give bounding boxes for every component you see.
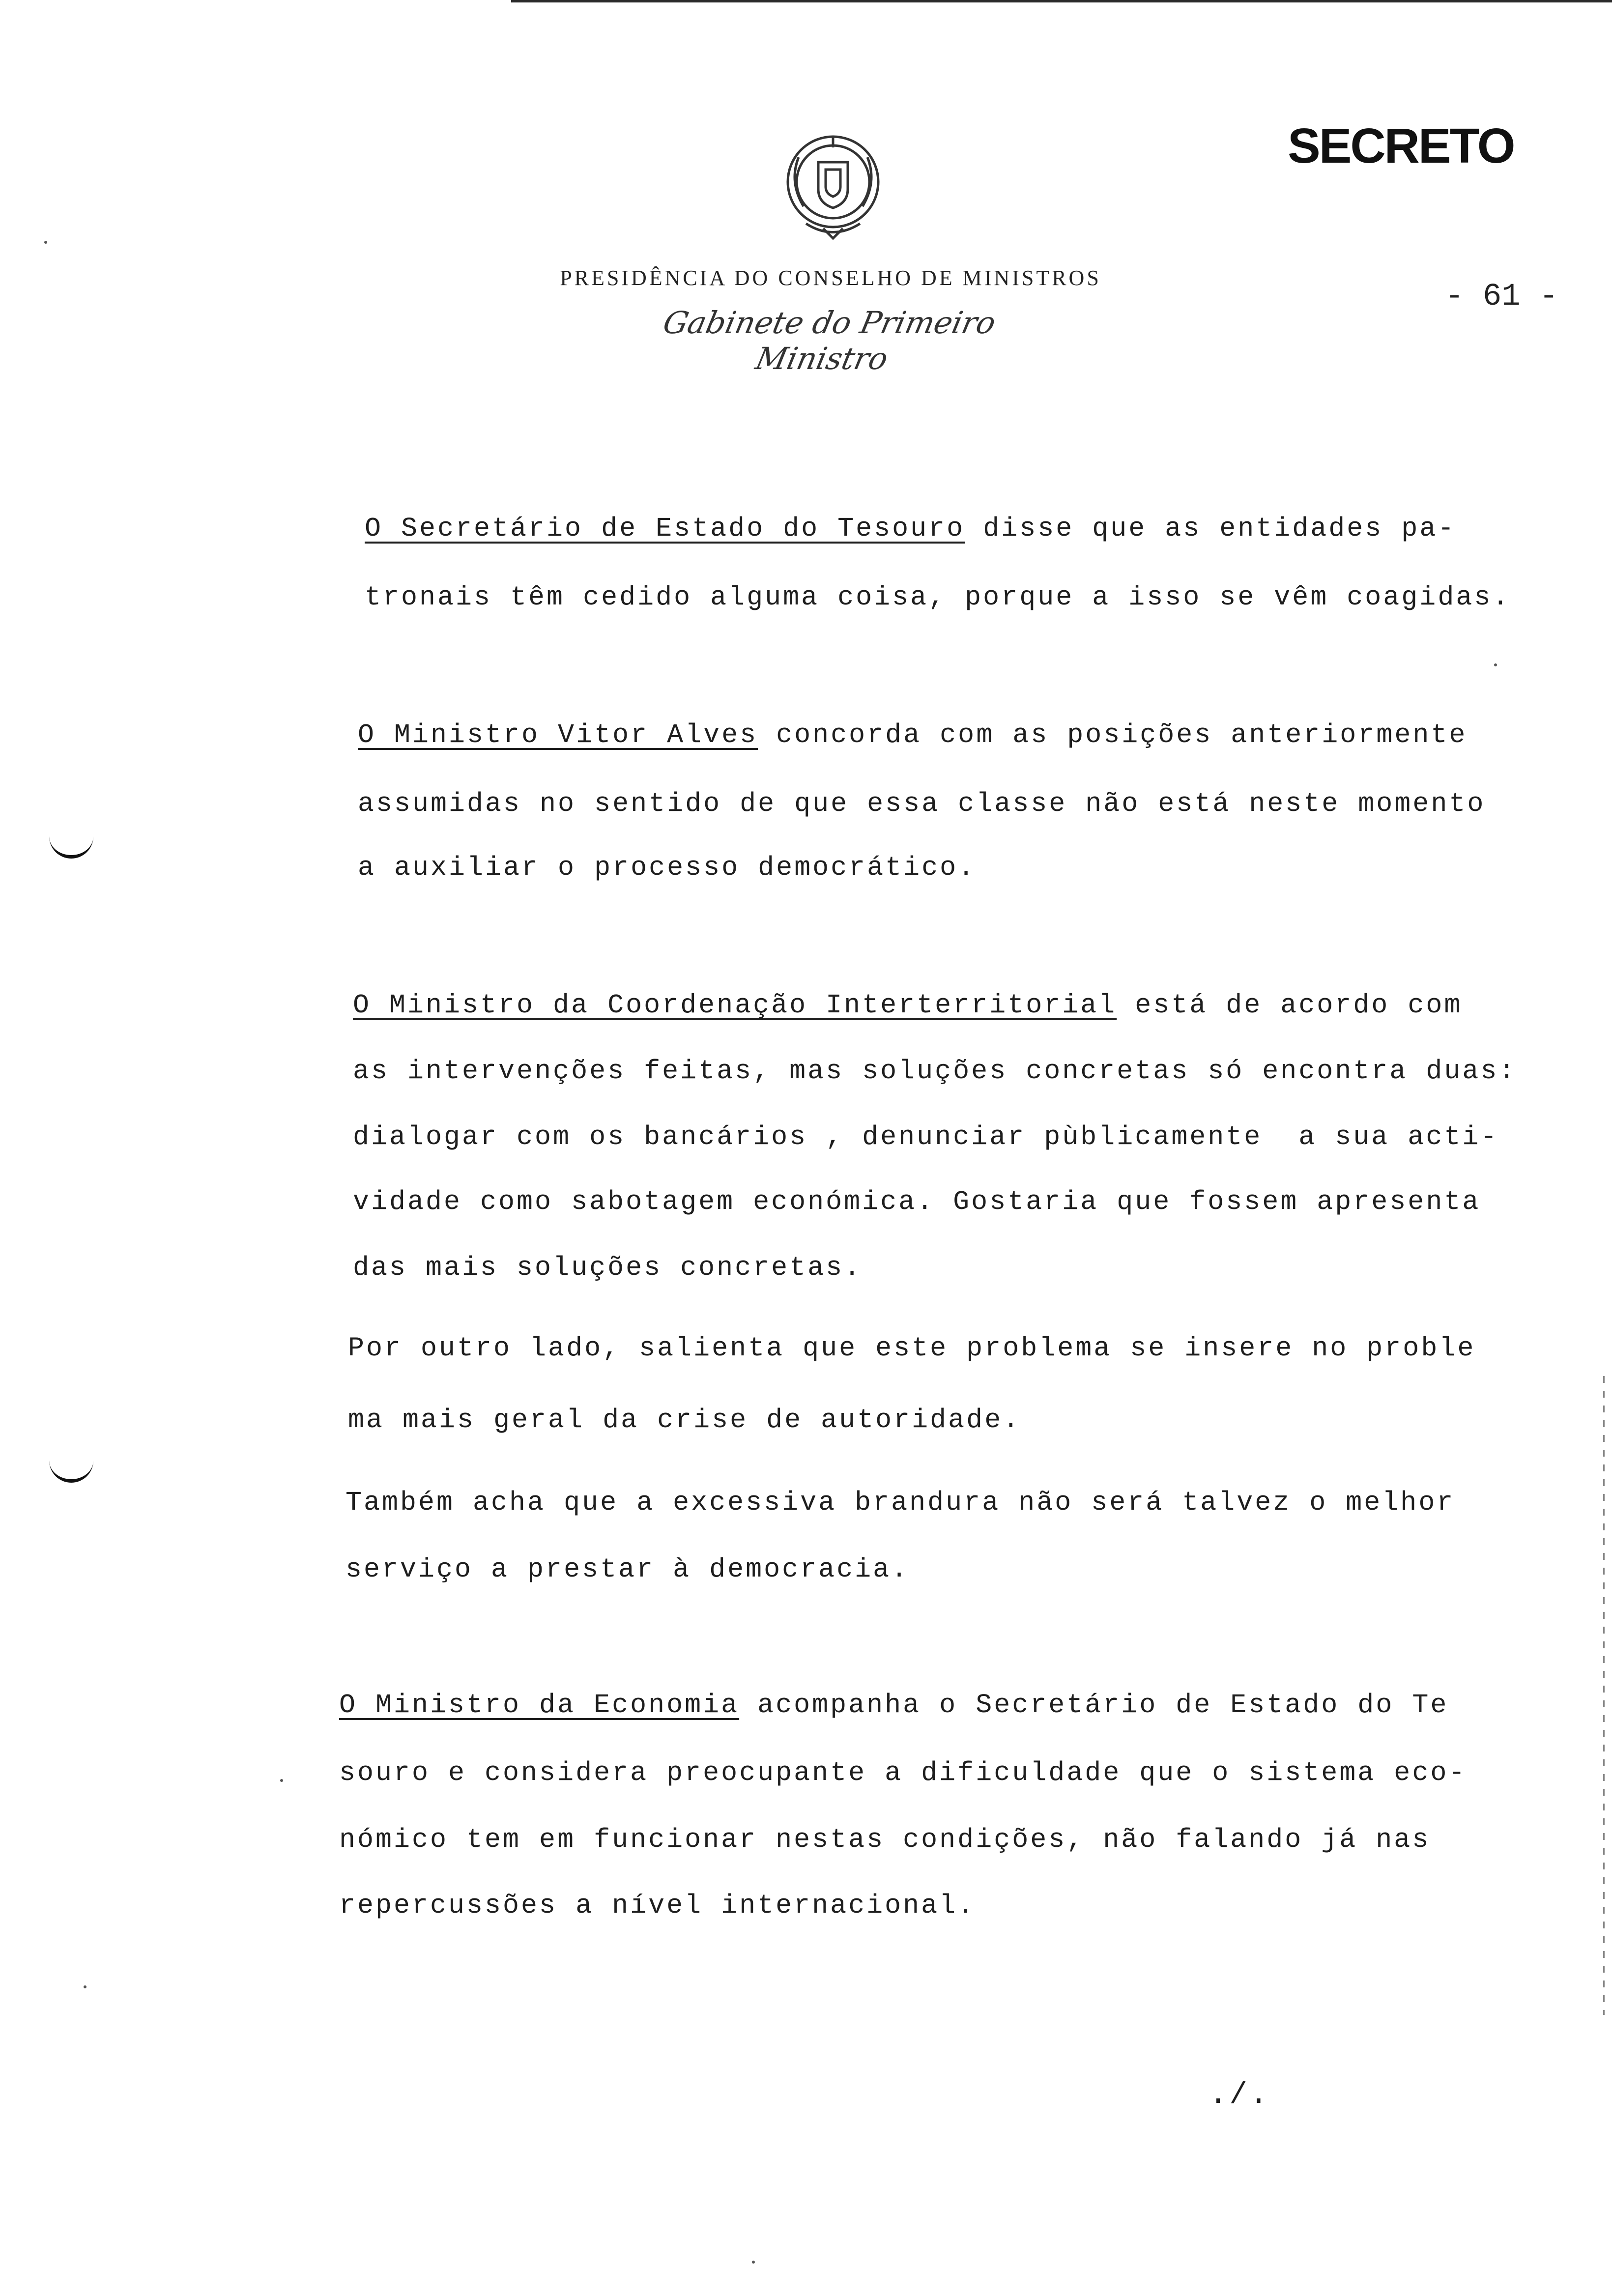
speaker-secretario-tesouro: O Secretário de Estado do Tesouro — [365, 513, 965, 544]
p2-line-3: a auxiliar o processo democrático. — [358, 852, 977, 883]
p4-line-2: ma mais geral da crise de autoridade. — [348, 1405, 1021, 1435]
scan-speck — [84, 1985, 86, 1988]
organization-heading: PRESIDÊNCIA DO CONSELHO DE MINISTROS — [560, 266, 1101, 290]
p2-line-2: assumidas no sentido de que essa classe não está neste momento — [358, 788, 1486, 819]
p5-line-2: serviço a prestar à democracia. — [345, 1554, 910, 1585]
coat-of-arms-seal — [777, 128, 890, 246]
classification-stamp: SECRETO — [1288, 118, 1514, 173]
scan-speck — [44, 241, 47, 244]
top-rule — [511, 0, 1612, 2]
p3-line-1: O Ministro da Coordenação Interterritorial está de acordo com — [353, 990, 1463, 1021]
p6-line-3: nómico tem em funcionar nestas condições, não falando já nas — [339, 1824, 1431, 1855]
speaker-ministro-coordenacao: O Ministro da Coordenação Interterritorial — [353, 990, 1117, 1021]
p6-line-2: souro e considera preocupante a dificuldade que o sistema eco- — [339, 1757, 1467, 1788]
speaker-ministro-economia: O Ministro da Economia — [339, 1690, 740, 1721]
p4-line-1: Por outro lado, salienta que este problema se insere no proble — [348, 1333, 1476, 1364]
p1-line-2: tronais têm cedido alguma coisa, porque a isso se vêm coagidas. — [365, 582, 1511, 613]
margin-mark — [49, 1460, 93, 1483]
p3-line-3: dialogar com os bancários , denunciar pùblicamente a sua acti- — [353, 1121, 1499, 1152]
scan-speck — [1494, 663, 1497, 666]
margin-mark — [49, 835, 93, 859]
p2-line-1: O Ministro Vitor Alves concorda com as posições anteriormente — [358, 719, 1468, 750]
speaker-ministro-vitor-alves: O Ministro Vitor Alves — [358, 719, 758, 750]
scan-speck — [752, 2261, 755, 2264]
scan-speck — [280, 1779, 283, 1782]
scan-edge — [1603, 1376, 1605, 2015]
continuation-mark: ./. — [1209, 2077, 1270, 2112]
p6-line-1: O Ministro da Economia acompanha o Secretário de Estado do Te — [339, 1690, 1449, 1721]
cabinet-subheading: Gabinete do Primeiro Ministro — [660, 305, 999, 376]
p6-line-4: repercussões a nível internacional. — [339, 1890, 976, 1921]
p3-line-4: vidade como sabotagem económica. Gostaria que fossem apresenta — [353, 1186, 1481, 1217]
p5-line-1: Também acha que a excessiva brandura não será talvez o melhor — [345, 1487, 1455, 1518]
p1-line-1: O Secretário de Estado do Tesouro disse que as entidades pa- — [365, 513, 1456, 544]
p3-line-2: as intervenções feitas, mas soluções concretas só encontra duas: — [353, 1056, 1517, 1087]
p3-line-5: das mais soluções concretas. — [353, 1252, 863, 1283]
page-number: - 61 - — [1445, 279, 1558, 315]
